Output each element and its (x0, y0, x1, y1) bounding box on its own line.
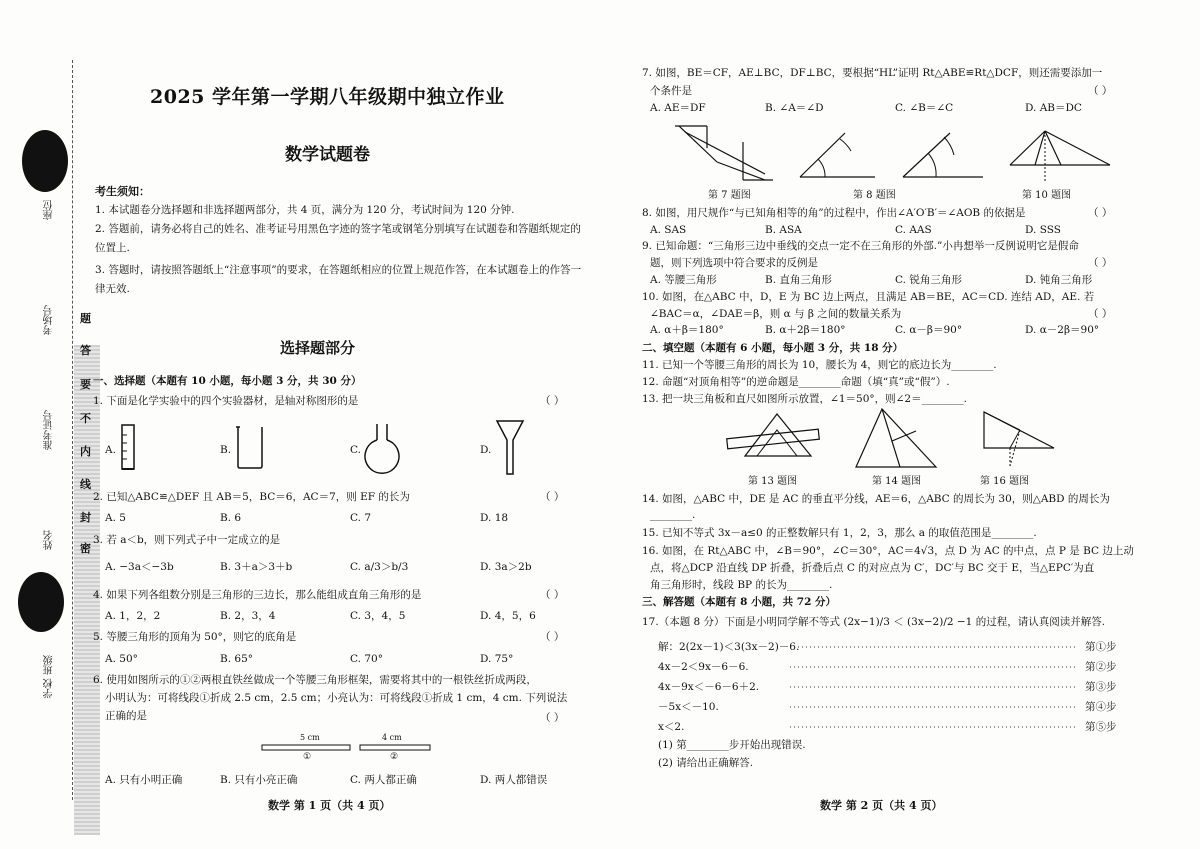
binding-admission-no-field: 准考证号 (44, 410, 55, 450)
q10-option-b: B. α＋2β＝180° (765, 324, 846, 336)
answer-paren: （ ） (540, 589, 565, 601)
answer-paren: （ ） (1088, 207, 1113, 219)
binding-char: 内 (80, 445, 91, 458)
q9-option-b: B. 直角三角形 (765, 274, 832, 286)
q17-step-expr: 4x－2＜9x－6－6. (658, 661, 749, 673)
q17-step-expr: x＜2. (658, 721, 685, 733)
redaction-blob (18, 572, 64, 632)
q9-option-d: D. 钝角三角形 (1025, 274, 1093, 286)
q6-option-b: B. 只有小亮正确 (220, 774, 298, 786)
q1-option-a: A. (105, 444, 116, 456)
q16-line: 角三角形时，线段 BP 的长为________. (650, 579, 833, 591)
binding-char: 题 (80, 312, 91, 325)
binding-char: 要 (80, 378, 91, 391)
answer-paren: （ ） (1088, 308, 1113, 320)
q4-option-c: C. 3，4，5 (350, 610, 406, 622)
beaker-icon (235, 424, 265, 470)
q5-option-a: A. 50° (105, 653, 138, 665)
note-item: 3. 答题时，请按照答题纸上“注意事项”的要求，在答题纸相应的位置上规范作答，在本试题卷上的作答一律无效. (95, 264, 582, 295)
q7-option-c: C. ∠B＝∠C (895, 102, 954, 114)
q10-option-d: D. α－2β＝90° (1025, 324, 1100, 336)
q1-stem: 1. 下面是化学实验中的四个实验器材，是轴对称图形的是 (93, 395, 359, 407)
q4-option-b: B. 2，3，4 (220, 610, 276, 622)
q13: 13. 把一块三角板和直尺如图所示放置，∠1＝50°，则∠2＝________. (642, 393, 967, 405)
answer-paren: （ ） (1088, 257, 1113, 269)
exam-subtitle: 数学试题卷 (285, 145, 370, 165)
q10-stem-line: 10. 如图，在△ABC 中，D，E 为 BC 边上两点，且满足 AB＝BE，AC＝CD. 连结 AD，AE. 若 (642, 291, 1095, 303)
q14-line: 14. 如图，△ABC 中，DE 是 AC 的垂直平分线，AE＝6，△ABC 的周长为 30，则△ABD 的周长为 (642, 493, 1110, 505)
binding-char: 封 (80, 511, 91, 524)
q4-stem: 4. 如果下列各组数分别是三角形的三边长，那么能组成直角三角形的是 (93, 589, 422, 601)
q3-option-b: B. 3＋a＞3＋b (220, 561, 293, 573)
q1-option-d: D. (480, 444, 492, 456)
graduated-cylinder-icon (118, 423, 140, 473)
wire2-mark: ② (390, 752, 399, 762)
binding-char: 密 (80, 542, 91, 555)
binding-exam-no-field: 考场号 (44, 305, 55, 335)
fig-caption: 第 13 题图 (748, 476, 798, 487)
answer-paren: （ ） (540, 395, 565, 407)
q10-option-a: A. α＋β＝180° (650, 324, 724, 336)
q2-option-c: C. 7 (350, 512, 372, 524)
notes-heading: 考生须知： (95, 185, 150, 198)
answer-paren: （ ） (540, 712, 565, 724)
page-1 (90, 0, 595, 849)
wire1-mark: ① (303, 752, 312, 762)
q9-stem-line: 题，则下列选项中符合要求的反例是 (650, 257, 818, 269)
fig-caption: 第 14 题图 (872, 476, 922, 487)
fig-caption: 第 8 题图 (853, 190, 896, 201)
q10-option-c: C. α－β＝90° (895, 324, 963, 336)
binding-seat-field: 座位 (44, 200, 55, 220)
q2-option-b: B. 6 (220, 512, 242, 524)
wire-bars (260, 744, 440, 752)
page2-footer: 数学 第 2 页（共 4 页） (820, 799, 943, 812)
fig-caption: 第 7 题图 (708, 190, 751, 201)
q13-figure (725, 408, 825, 470)
binding-school-class-field: 学校 班级 (44, 655, 55, 699)
note-item: 1. 本试题卷分选择题和非选择题两部分，共 4 页，满分为 120 分，考试时间为 120 分钟. (95, 204, 515, 216)
q17-step-label: 第①步 (1085, 641, 1117, 653)
q8-option-c: C. AAS (895, 224, 932, 236)
part3-heading: 三、解答题（本题有 8 小题，共 72 分） (642, 596, 837, 608)
q5-option-d: D. 75° (480, 653, 514, 665)
fig-caption: 第 16 题图 (980, 476, 1030, 487)
q4-option-a: A. 1，2，2 (105, 610, 161, 622)
fig-caption: 第 10 题图 (1022, 190, 1072, 201)
part2-heading: 二、填空题（本题有 6 小题，每小题 3 分，共 18 分） (642, 342, 904, 354)
q1-option-c: C. (350, 444, 361, 456)
q8-option-b: B. ASA (765, 224, 802, 236)
q3-option-c: C. a/3＞b/3 (350, 561, 409, 573)
q16-line: 16. 如图，在 Rt△ABC 中，∠B＝90°，∠C＝30°，AC＝4√3，点 D 为 AC 的中点，点 P 是 BC 边上动 (642, 545, 1134, 557)
q2-option-a: A. 5 (105, 512, 126, 524)
q6-option-a: A. 只有小明正确 (105, 774, 183, 786)
q17-stem: 17.（本题 8 分）下面是小明同学解不等式 (2x−1)/3 ＜ (3x−2)/2 −1 的过程，请认真阅读并解答. (642, 616, 1106, 628)
binding-char: 不 (80, 412, 91, 425)
answer-paren: （ ） (1088, 85, 1113, 97)
q12: 12. 命题“对顶角相等”的逆命题是________命题（填“真”或“假”）. (642, 376, 950, 388)
q7-option-b: B. ∠A＝∠D (765, 102, 824, 114)
exam-title: 2025 学年第一学期八年级期中独立作业 (150, 86, 505, 108)
q14-line: ________. (650, 509, 696, 521)
q5-stem: 5. 等腰三角形的顶角为 50°，则它的底角是 (93, 631, 297, 643)
q9-option-c: C. 锐角三角形 (895, 274, 962, 286)
q17-step-label: 第⑤步 (1085, 721, 1117, 733)
q9-stem-line: 9. 已知命题：“三角形三边中垂线的交点一定不在三角形的外部.”小冉想举一反例说明它是假命 (642, 240, 1079, 252)
redaction-blob (22, 130, 68, 192)
part1-heading: 一、选择题（本题有 10 小题，每小题 3 分，共 30 分） (93, 375, 362, 387)
q15: 15. 已知不等式 3x－a≤0 的正整数解只有 1，2，3，那么 a 的取值范围是________. (642, 527, 1037, 539)
wire2-length: 4 cm (382, 733, 402, 742)
q17-sub: (2) 请给出正确解答. (658, 757, 754, 769)
binding-name-field: 姓名 (44, 530, 55, 550)
q17-step-label: 第③步 (1085, 681, 1117, 693)
page1-footer: 数学 第 1 页（共 4 页） (268, 799, 391, 812)
section-title: 选择题部分 (280, 339, 356, 357)
q8-option-d: D. SSS (1025, 224, 1061, 236)
q17-step-label: 第④步 (1085, 701, 1117, 713)
wire1-length: 5 cm (300, 733, 320, 742)
binding-dashed-line (72, 60, 73, 800)
q14-figure (852, 405, 942, 473)
note-item: 2. 答题前，请务必将自己的姓名、准考证号用黑色字迹的签字笔或钢笔分别填写在试题卷和答题纸规定的位置上. (95, 223, 581, 254)
q17-step-expr: 4x－9x＜－6－6＋2. (658, 681, 760, 693)
q3-option-d: D. 3a＞2b (480, 561, 532, 573)
q11: 11. 已知一个等腰三角形的周长为 10，腰长为 4，则它的底边长为________. (642, 359, 997, 371)
q1-option-b: B. (220, 444, 232, 456)
q17-step-expr: 解：2(2x－1)＜3(3x－2)－6. (658, 641, 800, 653)
q17-sub: (1) 第________步开始出现错误. (658, 739, 806, 751)
q2-option-d: D. 18 (480, 512, 509, 524)
q10-figure (1005, 125, 1115, 185)
q6-option-c: C. 两人都正确 (350, 774, 417, 786)
q3-stem: 3. 若 a＜b，则下列式子中一定成立的是 (93, 534, 281, 546)
q5-option-b: B. 65° (220, 653, 254, 665)
round-flask-icon (362, 422, 402, 474)
q8-option-a: A. SAS (650, 224, 687, 236)
q2-stem: 2. 已知△ABC≌△DEF 且 AB＝5，BC＝6，AC＝7，则 EF 的长为 (93, 491, 410, 503)
q5-option-c: C. 70° (350, 653, 383, 665)
dotted-leaders (790, 647, 1080, 727)
q7-stem-line: 7. 如图，BE＝CF，AE⊥BC，DF⊥BC，要根据“HL”证明 Rt△ABE≌Rt△DCF，则还需要添加一 (642, 67, 1103, 79)
q7-stem-line: 个条件是 (650, 85, 692, 97)
q9-option-a: A. 等腰三角形 (650, 274, 717, 286)
page-2 (640, 0, 1140, 849)
q6-stem-line: 6. 使用如图所示的①②两根直铁丝做成一个等腰三角形框架，需要将其中的一根铁丝折成两段， (93, 674, 537, 686)
binding-char: 答 (80, 344, 91, 357)
binding-char: 线 (80, 478, 91, 491)
q8-figure (795, 125, 885, 185)
q10-stem-line: ∠BAC＝α，∠DAE＝β，则 α 与 β 之间的数量关系为 (650, 308, 902, 320)
q7-figure (665, 118, 785, 186)
q17-step-label: 第②步 (1085, 661, 1117, 673)
q16-line: 点，将△DCP 沿直线 DP 折叠，折叠后点 C 的对应点为 C′，DC′与 BC 交于 E，当△EPC′为直 (650, 562, 1095, 574)
funnel-icon (495, 418, 525, 478)
q3-option-a: A. −3a＜−3b (105, 561, 174, 573)
q6-option-d: D. 两人都错误 (480, 774, 548, 786)
q16-figure (980, 408, 1065, 470)
q7-option-a: A. AE＝DF (650, 102, 706, 114)
q8-stem: 8. 如图，用尺规作“与已知角相等的角”的过程中，作出∠A′O′B′＝∠AOB 的依据是 (642, 207, 1026, 219)
q17-step-expr: －5x＜－10. (658, 701, 719, 713)
q4-option-d: D. 4，5，6 (480, 610, 536, 622)
q8-figure-copy (898, 125, 993, 185)
q6-stem-line: 小明认为：可将线段①折成 2.5 cm，2.5 cm；小亮认为：可将线段①折成 1 cm，4 cm. 下列说法 (105, 692, 568, 704)
q6-stem-line: 正确的是 (105, 710, 147, 722)
answer-paren: （ ） (540, 491, 565, 503)
q7-option-d: D. AB＝DC (1025, 102, 1082, 114)
answer-paren: （ ） (540, 631, 565, 643)
